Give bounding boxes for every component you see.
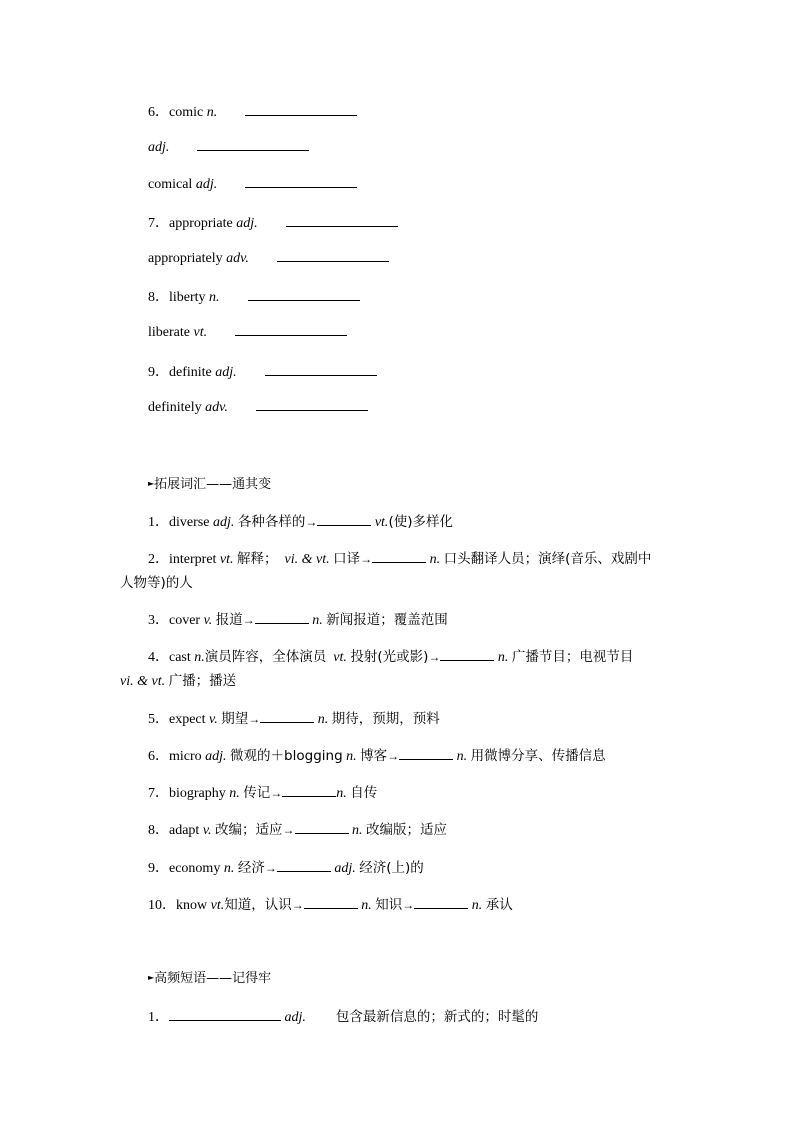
expand-item-3: 3．cover v. 报道→ n. 新闻报道；覆盖范围 <box>148 612 448 628</box>
item-word: comic <box>169 105 204 120</box>
answer-blank[interactable] <box>265 363 377 376</box>
expand-item-2: 2．interpret vt. 解释； vi. & vt. 口译→ n. 口头翻译人员；演绎(音乐、戏剧中 <box>148 551 652 567</box>
section-title: 拓展词汇——通其变 <box>154 477 272 492</box>
item-pos: adj. <box>236 216 258 231</box>
arrow-icon: → <box>402 898 415 912</box>
phrase-item-1: 1． adj. 包含最新信息的；新式的；时髦的 <box>148 1009 539 1025</box>
item-pos: adj. <box>148 140 170 155</box>
answer-blank[interactable] <box>169 1008 281 1021</box>
item-number: 9． <box>148 365 169 380</box>
item-number: 7． <box>148 216 169 231</box>
expand-item-8: 8．adapt v. 改编；适应→ n. 改编版；适应 <box>148 822 448 838</box>
arrow-icon: → <box>360 552 373 566</box>
item-pos: adj. <box>195 177 218 192</box>
item-word: comical <box>148 177 193 192</box>
arrow-icon: → <box>291 898 304 912</box>
answer-blank[interactable] <box>197 138 309 151</box>
item-pos: n. <box>206 105 218 120</box>
arrow-icon: → <box>282 823 295 837</box>
arrow-icon: → <box>270 786 283 800</box>
section-title: 高频短语——记得牢 <box>154 971 272 986</box>
answer-blank[interactable] <box>245 103 357 116</box>
answer-blank[interactable] <box>399 747 453 760</box>
item-number: 6． <box>148 105 169 120</box>
vocab-item-7 <box>148 212 398 232</box>
item-pos: adv. <box>205 400 228 415</box>
section-heading <box>148 967 271 986</box>
item-pos: adj. <box>215 365 237 380</box>
answer-blank[interactable] <box>255 611 309 624</box>
answer-blank[interactable] <box>414 896 468 909</box>
item-pos: vt. <box>193 325 208 340</box>
item-word: definitely <box>148 400 202 415</box>
arrow-icon: → <box>428 650 441 664</box>
triangle-bullet-icon: ► <box>148 479 155 488</box>
answer-blank[interactable] <box>304 896 358 909</box>
vocab-item-8-liberate <box>148 323 347 341</box>
vocab-item-6 <box>148 101 357 121</box>
answer-blank[interactable] <box>256 398 368 411</box>
answer-blank[interactable] <box>286 214 398 227</box>
expand-item-9: 9．economy n. 经济→ adj. 经济(上)的 <box>148 860 424 876</box>
expand-item-4-cont: vi. & vt. 广播；播送 <box>120 673 237 689</box>
item-word: definite <box>169 365 212 380</box>
item-word: liberate <box>148 325 190 340</box>
answer-blank[interactable] <box>260 710 314 723</box>
answer-blank[interactable] <box>282 784 336 797</box>
triangle-bullet-icon: ► <box>148 973 155 982</box>
vocab-item-9-adv <box>148 398 368 416</box>
item-word: appropriately <box>148 251 223 266</box>
section-heading <box>148 473 271 492</box>
answer-blank[interactable] <box>277 249 389 262</box>
arrow-icon: → <box>387 749 400 763</box>
expand-item-5: 5．expect v. 期望→ n. 期待，预期，预料 <box>148 711 440 727</box>
expand-item-2-cont: 人物等)的人 <box>120 575 193 591</box>
item-word: appropriate <box>169 216 233 231</box>
arrow-icon: → <box>264 861 277 875</box>
item-pos: adv. <box>226 251 249 266</box>
arrow-icon: → <box>305 515 318 529</box>
answer-blank[interactable] <box>440 648 494 661</box>
vocab-item-9 <box>148 361 377 381</box>
answer-blank[interactable] <box>317 513 371 526</box>
vocab-item-6-comical <box>148 175 357 193</box>
answer-blank[interactable] <box>235 323 347 336</box>
vocab-item-7-adv <box>148 249 389 267</box>
vocab-item-6-adj <box>148 138 309 156</box>
expand-item-10: 10．know vt.知道，认识→ n. 知识→ n. 承认 <box>148 897 513 913</box>
item-word: liberty <box>169 290 206 305</box>
answer-blank[interactable] <box>245 175 357 188</box>
answer-blank[interactable] <box>277 859 331 872</box>
expand-item-4: 4．cast n.演员阵容，全体演员 vt. 投射(光或影)→ n. 广播节目；电视节目 <box>148 649 634 665</box>
expand-item-6: 6．micro adj. 微观的＋blogging n. 博客→ n. 用微博分享、传播信息 <box>148 748 606 764</box>
arrow-icon: → <box>242 613 255 627</box>
item-number: 8． <box>148 290 169 305</box>
answer-blank[interactable] <box>248 288 360 301</box>
answer-blank[interactable] <box>295 821 349 834</box>
arrow-icon: → <box>248 712 261 726</box>
expand-item-7: 7．biography n. 传记→ n. 自传 <box>148 785 378 801</box>
expand-item-1: 1．diverse adj. 各种各样的→ vt.(使)多样化 <box>148 514 453 530</box>
answer-blank[interactable] <box>372 550 426 563</box>
vocab-item-8 <box>148 286 360 306</box>
item-pos: n. <box>209 290 220 305</box>
